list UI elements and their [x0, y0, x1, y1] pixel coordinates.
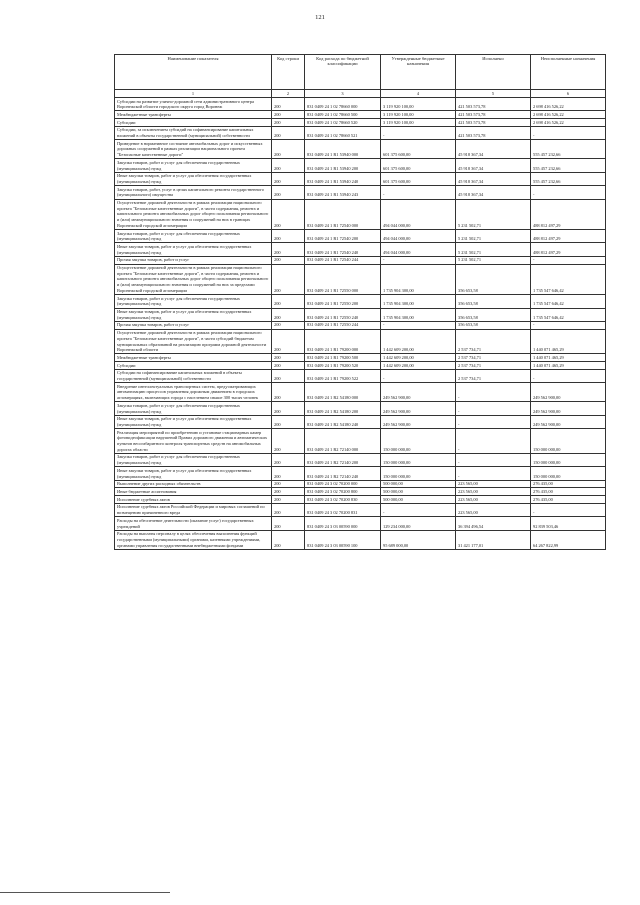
row-line-code: 200: [272, 98, 305, 111]
row-unexecuted: 555 457 232,66: [531, 159, 606, 172]
row-line-code: 200: [272, 362, 305, 370]
row-unexecuted: 276 435,00: [531, 496, 606, 504]
row-executed: 223 565,00: [456, 488, 531, 496]
row-executed: 5 231 502,71: [456, 199, 531, 230]
row-classification: 831 0409 24 1 R2 72140 200: [305, 453, 381, 466]
row-executed: -: [456, 402, 531, 415]
row-executed: 223 565,00: [456, 480, 531, 488]
row-line-code: 200: [272, 321, 305, 329]
row-unexecuted: 150 000 000,00: [531, 453, 606, 466]
table-row: [115, 362, 606, 370]
row-classification: 831 0409 24 1 R2 72140 000: [305, 429, 381, 454]
row-approved: 3 119 920 100,00: [381, 98, 456, 111]
table-row: [115, 199, 606, 230]
row-approved: -: [381, 256, 456, 264]
row-unexecuted: 92 839 503,46: [531, 517, 606, 530]
row-name: Субсидии, за исключением субсидий на софинансирование капитальных вложений в объекты государственной (муниципальной) собственности: [115, 126, 272, 139]
row-name: Выполнение других расходных обязательств: [115, 480, 272, 488]
row-approved: 500 000,00: [381, 488, 456, 496]
row-approved: 601 375 600,00: [381, 159, 456, 172]
column-number: 3: [305, 90, 381, 98]
row-unexecuted: 2 698 416 526,22: [531, 111, 606, 119]
row-classification: 831 0409 24 1 02 78660 521: [305, 126, 381, 139]
row-approved: 500 000,00: [381, 496, 456, 504]
row-executed: 356 653,58: [456, 321, 531, 329]
row-unexecuted: -: [531, 503, 606, 516]
row-name: Иные закупки товаров, работ и услуг для обеспечения государственных (муниципальных) нужд: [115, 243, 272, 256]
row-line-code: 200: [272, 480, 305, 488]
row-classification: 831 0409 24 1 R1 72550 000: [305, 264, 381, 295]
row-unexecuted: 1 440 071 465,29: [531, 354, 606, 362]
row-executed: 2 537 734,71: [456, 329, 531, 354]
row-line-code: 200: [272, 256, 305, 264]
row-line-code: 200: [272, 488, 305, 496]
row-approved: 1 735 904 300,00: [381, 308, 456, 321]
row-classification: 831 0409 24 3 02 70200 830: [305, 496, 381, 504]
row-executed: 45 918 367,34: [456, 172, 531, 185]
table-row: [115, 480, 606, 488]
row-unexecuted: 249 562 900,00: [531, 402, 606, 415]
header-indicator-name: Наименование показателя: [115, 55, 272, 90]
row-approved: 500 000,00: [381, 480, 456, 488]
row-unexecuted: 249 562 900,00: [531, 383, 606, 402]
table-row: [115, 308, 606, 321]
row-name: Приведение в нормативное состояние автомобильных дорог и искусственных дорожных сооружений в рамках реализации национального проекта "Безопасные качественные дороги": [115, 140, 272, 159]
row-unexecuted: -: [531, 369, 606, 382]
row-approved: 95 689 000,00: [381, 530, 456, 549]
row-name: Закупка товаров, работ и услуг для обеспечения государственных (муниципальных) нужд: [115, 230, 272, 243]
row-approved: 3 119 920 100,00: [381, 119, 456, 127]
row-unexecuted: -: [531, 186, 606, 199]
column-number: 5: [456, 90, 531, 98]
row-name: Иные закупки товаров, работ и услуг для обеспечения государственных (муниципальных) нужд: [115, 415, 272, 428]
column-number: 1: [115, 90, 272, 98]
row-executed: -: [456, 429, 531, 454]
row-executed: 36 394 496,54: [456, 517, 531, 530]
row-name: Осуществление дорожной деятельности в рамках реализации национального проекта "Безопасные качественные дороги", в части содержания, ремонта и капитального ремонта автомобильных дорог общего пользования регионального и (или) межмуниципального значения и сооружений на них за пределами Воронежской городской агломерации: [115, 264, 272, 295]
row-unexecuted: 276 435,00: [531, 480, 606, 488]
row-classification: 831 0409 24 1 R1 79200 500: [305, 354, 381, 362]
row-unexecuted: 1 735 547 646,42: [531, 308, 606, 321]
row-name: Иные закупки товаров, работ и услуг для обеспечения государственных (муниципальных) нужд: [115, 308, 272, 321]
row-classification: 831 0409 24 1 02 78660 500: [305, 111, 381, 119]
row-line-code: 200: [272, 329, 305, 354]
table-row: [115, 453, 606, 466]
row-line-code: 200: [272, 530, 305, 549]
row-unexecuted: -: [531, 126, 606, 139]
table-row: [115, 530, 606, 549]
row-approved: 129 234 000,00: [381, 517, 456, 530]
row-classification: 831 0409 24 3 02 70200 831: [305, 503, 381, 516]
table-row: [115, 329, 606, 354]
row-name: Исполнение судебных актов: [115, 496, 272, 504]
row-unexecuted: 249 562 900,00: [531, 415, 606, 428]
row-executed: 2 537 734,71: [456, 362, 531, 370]
row-line-code: 200: [272, 453, 305, 466]
row-approved: -: [381, 321, 456, 329]
row-classification: 831 0409 24 1 R1 53940 000: [305, 140, 381, 159]
table-row: [115, 172, 606, 185]
row-name: Осуществление дорожной деятельности в рамках реализации национального проекта "Безопасные качественные дороги", в части содержания, ремонта и капитального ремонта автомобильных дорог общего пользования регионального и (или) межмуниципального значения и сооружений на них в границах Воронежской городской агломерации: [115, 199, 272, 230]
row-name: Субсидии: [115, 362, 272, 370]
row-name: Осуществление дорожной деятельности в рамках реализации национального проекта "Безопасные качественные дороги", в части субсидий бюджетам муниципальных образований на реализацию программ дорожной деятельности Воронежской области: [115, 329, 272, 354]
table-row: [115, 243, 606, 256]
row-name: Реализация мероприятий по приобретению и установке стационарных камер фотовидеофиксации нарушений Правил дорожного движения и автоматических пунктов весогабаритного контроля транспортных средств на автомобильных дорогах области: [115, 429, 272, 454]
row-line-code: 200: [272, 415, 305, 428]
row-name: Субсидии: [115, 119, 272, 127]
row-executed: 45 918 367,34: [456, 186, 531, 199]
row-approved: -: [381, 126, 456, 139]
table-row: [115, 230, 606, 243]
row-classification: 831 0409 24 1 R2 54180 240: [305, 415, 381, 428]
row-unexecuted: -: [531, 321, 606, 329]
row-executed: 421 503 573,78: [456, 126, 531, 139]
row-line-code: 200: [272, 467, 305, 480]
row-line-code: 200: [272, 402, 305, 415]
row-executed: 45 918 367,34: [456, 159, 531, 172]
row-name: Иные закупки товаров, работ и услуг для обеспечения государственных (муниципальных) нужд: [115, 172, 272, 185]
row-executed: 5 231 502,71: [456, 230, 531, 243]
row-unexecuted: 1 735 547 646,42: [531, 295, 606, 308]
row-name: Внедрение интеллектуальных транспортных систем, предусматривающих автоматизацию процессов управления дорожным движением в городских агломерациях, включающих города с населением свыше 300 тысяч человек: [115, 383, 272, 402]
table-row: [115, 402, 606, 415]
row-name: Субсидии на развитие улично-дорожной сети административного центра Воронежской области городского округа город Воронеж: [115, 98, 272, 111]
row-line-code: 200: [272, 140, 305, 159]
row-approved: 1 442 609 200,00: [381, 329, 456, 354]
row-line-code: 200: [272, 429, 305, 454]
page-number: 121: [315, 14, 325, 21]
row-name: Расходы на обеспечение деятельности (оказание услуг) государственных учреждений: [115, 517, 272, 530]
table-row: [115, 256, 606, 264]
row-unexecuted: 64 267 822,99: [531, 530, 606, 549]
row-classification: 831 0409 24 1 R1 72540 244: [305, 256, 381, 264]
footer-rule: [0, 892, 170, 893]
row-name: Закупка товаров, работ и услуг для обеспечения государственных (муниципальных) нужд: [115, 402, 272, 415]
row-unexecuted: 488 812 497,29: [531, 199, 606, 230]
header-unexecuted-assignments: Неисполненные назначения: [531, 55, 606, 90]
row-classification: 831 0409 24 3 02 70200 000: [305, 480, 381, 488]
row-classification: 831 0409 24 1 R1 53940 243: [305, 186, 381, 199]
row-name: Межбюджетные трансферты: [115, 111, 272, 119]
row-executed: -: [456, 467, 531, 480]
row-classification: 831 0409 24 1 R1 72540 000: [305, 199, 381, 230]
table-row: [115, 467, 606, 480]
row-approved: 601 375 600,00: [381, 172, 456, 185]
row-name: Межбюджетные трансферты: [115, 354, 272, 362]
row-executed: 421 503 573,78: [456, 119, 531, 127]
row-line-code: 200: [272, 119, 305, 127]
row-approved: 3 119 920 100,00: [381, 111, 456, 119]
row-executed: 5 231 502,71: [456, 256, 531, 264]
row-executed: -: [456, 415, 531, 428]
row-executed: 421 503 573,78: [456, 98, 531, 111]
row-unexecuted: -: [531, 256, 606, 264]
row-approved: -: [381, 186, 456, 199]
row-line-code: 200: [272, 295, 305, 308]
budget-execution-table: [114, 54, 606, 550]
row-line-code: 200: [272, 159, 305, 172]
row-classification: 831 0409 24 3 02 70200 800: [305, 488, 381, 496]
row-unexecuted: 2 698 416 526,22: [531, 119, 606, 127]
row-classification: 831 0409 24 1 R2 54180 200: [305, 402, 381, 415]
row-approved: 601 375 600,00: [381, 140, 456, 159]
row-approved: 249 562 900,00: [381, 415, 456, 428]
row-line-code: 200: [272, 354, 305, 362]
row-name: Закупка товаров, работ и услуг для обеспечения государственных (муниципальных) нужд: [115, 159, 272, 172]
row-executed: 45 918 367,34: [456, 140, 531, 159]
row-line-code: 200: [272, 111, 305, 119]
row-name: Закупка товаров, работ и услуг для обеспечения государственных (муниципальных) нужд: [115, 295, 272, 308]
row-unexecuted: 555 457 232,66: [531, 140, 606, 159]
row-approved: 150 000 000,00: [381, 467, 456, 480]
row-line-code: 200: [272, 264, 305, 295]
row-approved: 249 562 900,00: [381, 402, 456, 415]
row-unexecuted: 488 812 497,29: [531, 243, 606, 256]
row-approved: 150 000 000,00: [381, 453, 456, 466]
row-executed: 421 503 573,78: [456, 111, 531, 119]
row-classification: 831 0409 24 1 R1 72550 200: [305, 295, 381, 308]
header-budget-classification: Код расхода по бюджетной классификации: [305, 55, 381, 90]
table-row: [115, 186, 606, 199]
row-executed: -: [456, 383, 531, 402]
table-row: [115, 496, 606, 504]
row-approved: 1 735 904 300,00: [381, 295, 456, 308]
row-line-code: 200: [272, 243, 305, 256]
table-row: [115, 159, 606, 172]
row-executed: 356 653,58: [456, 308, 531, 321]
row-line-code: 200: [272, 172, 305, 185]
row-classification: 831 0409 24 1 R1 72540 200: [305, 230, 381, 243]
row-classification: 831 0409 24 1 R1 53940 240: [305, 172, 381, 185]
row-name: Прочая закупка товаров, работ и услуг: [115, 256, 272, 264]
table-row: [115, 517, 606, 530]
table-row: [115, 383, 606, 402]
row-classification: 831 0409 24 3 03 00590 100: [305, 530, 381, 549]
table-row: [115, 488, 606, 496]
row-name: Расходы на выплаты персоналу в целях обеспечения выполнения функций государственными (муниципальными) органами, казенными учреждениями, органами управления государственными внебюджетными фондами: [115, 530, 272, 549]
row-executed: 5 231 502,71: [456, 243, 531, 256]
row-unexecuted: 488 812 497,29: [531, 230, 606, 243]
row-executed: 223 565,00: [456, 503, 531, 516]
row-classification: 831 0409 24 1 02 78660 000: [305, 98, 381, 111]
row-line-code: 200: [272, 503, 305, 516]
table-row: [115, 119, 606, 127]
row-executed: -: [456, 453, 531, 466]
row-classification: 831 0409 24 1 R2 54180 000: [305, 383, 381, 402]
table-row: [115, 429, 606, 454]
row-classification: 831 0409 24 1 R1 72550 240: [305, 308, 381, 321]
table-row: [115, 111, 606, 119]
column-number: 6: [531, 90, 606, 98]
row-executed: 223 565,00: [456, 496, 531, 504]
row-approved: 1 442 609 200,00: [381, 354, 456, 362]
row-approved: 1 442 609 200,00: [381, 362, 456, 370]
row-approved: 494 044 000,00: [381, 199, 456, 230]
row-executed: 2 537 734,71: [456, 369, 531, 382]
row-approved: 494 044 000,00: [381, 243, 456, 256]
header-line-code: Код строки: [272, 55, 305, 90]
row-name: Иные бюджетные ассигнования: [115, 488, 272, 496]
row-classification: 831 0409 24 1 R1 72550 244: [305, 321, 381, 329]
row-classification: 831 0409 24 1 R2 72140 240: [305, 467, 381, 480]
row-classification: 831 0409 24 3 03 00590 000: [305, 517, 381, 530]
table-row: [115, 354, 606, 362]
row-classification: 831 0409 24 1 R1 72540 240: [305, 243, 381, 256]
table-row: [115, 98, 606, 111]
row-name: Закупка товаров, работ, услуг в целях капитального ремонта государственного (муниципального) имущества: [115, 186, 272, 199]
table-row: [115, 295, 606, 308]
table-row: [115, 321, 606, 329]
row-line-code: 200: [272, 126, 305, 139]
row-unexecuted: 2 698 416 526,22: [531, 98, 606, 111]
row-approved: 494 044 000,00: [381, 230, 456, 243]
row-classification: 831 0409 24 1 R1 79200 522: [305, 369, 381, 382]
row-line-code: 200: [272, 517, 305, 530]
row-line-code: 200: [272, 199, 305, 230]
row-executed: 2 537 734,71: [456, 354, 531, 362]
row-unexecuted: 1 440 071 465,29: [531, 362, 606, 370]
row-name: Прочая закупка товаров, работ и услуг: [115, 321, 272, 329]
header-executed: Исполнено: [456, 55, 531, 90]
row-approved: 150 000 000,00: [381, 429, 456, 454]
table-row: [115, 140, 606, 159]
row-approved: 1 735 904 300,00: [381, 264, 456, 295]
row-unexecuted: 150 000 000,00: [531, 467, 606, 480]
row-unexecuted: 555 457 232,66: [531, 172, 606, 185]
header-approved-assignments: Утвержденные бюджетные назначения: [381, 55, 456, 90]
row-unexecuted: 1 440 071 465,29: [531, 329, 606, 354]
column-number: 4: [381, 90, 456, 98]
row-name: Исполнение судебных актов Российской Федерации и мировых соглашений по возмещению причиненного вреда: [115, 503, 272, 516]
table-row: [115, 369, 606, 382]
row-classification: 831 0409 24 1 R1 79200 520: [305, 362, 381, 370]
table-row: [115, 503, 606, 516]
row-executed: 31 421 177,01: [456, 530, 531, 549]
row-unexecuted: 276 435,00: [531, 488, 606, 496]
row-line-code: 200: [272, 230, 305, 243]
row-line-code: 200: [272, 369, 305, 382]
row-name: Закупка товаров, работ и услуг для обеспечения государственных (муниципальных) нужд: [115, 453, 272, 466]
row-line-code: 200: [272, 186, 305, 199]
table-row: [115, 126, 606, 139]
row-approved: 249 562 900,00: [381, 383, 456, 402]
row-line-code: 200: [272, 496, 305, 504]
row-unexecuted: 1 735 547 646,42: [531, 264, 606, 295]
table-row: [115, 415, 606, 428]
row-line-code: 200: [272, 308, 305, 321]
row-name: Субсидии на софинансирование капитальных вложений в объекты государственной (муниципальной) собственности: [115, 369, 272, 382]
row-line-code: 200: [272, 383, 305, 402]
row-unexecuted: 150 000 000,00: [531, 429, 606, 454]
table-row: [115, 264, 606, 295]
row-approved: -: [381, 503, 456, 516]
column-number: 2: [272, 90, 305, 98]
row-classification: 831 0409 24 1 R1 79200 000: [305, 329, 381, 354]
row-classification: 831 0409 24 1 02 78660 520: [305, 119, 381, 127]
row-approved: -: [381, 369, 456, 382]
row-classification: 831 0409 24 1 R1 53940 200: [305, 159, 381, 172]
row-name: Иные закупки товаров, работ и услуг для обеспечения государственных (муниципальных) нужд: [115, 467, 272, 480]
row-executed: 356 653,58: [456, 264, 531, 295]
row-executed: 356 653,58: [456, 295, 531, 308]
